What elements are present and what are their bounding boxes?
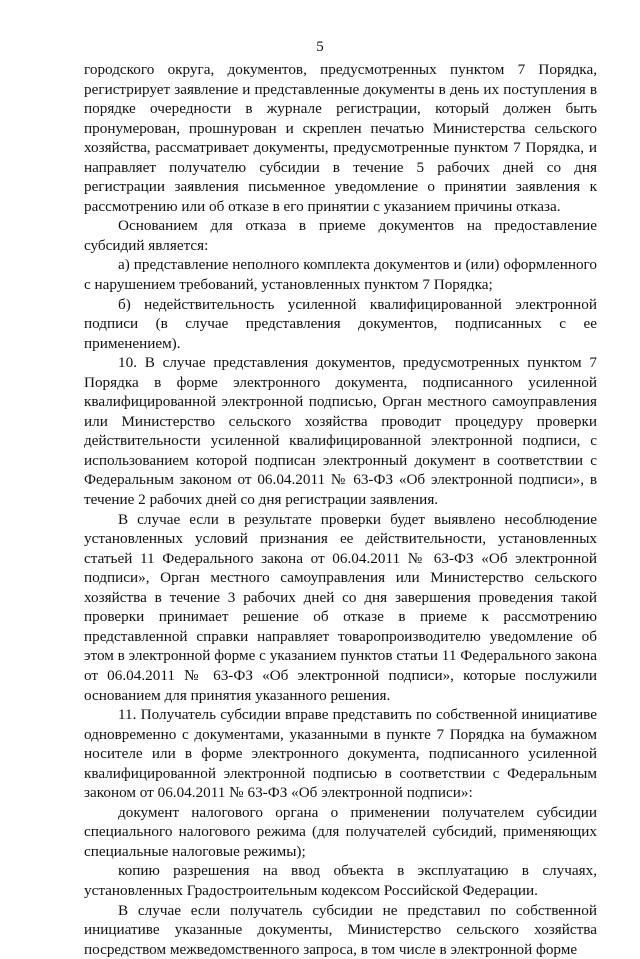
page-number: 5 bbox=[316, 39, 324, 55]
paragraph-clause-10: 10. В случае представления документов, предусмотренных пунктом 7 Порядка в форме электронного документа, подписанного усиленной квалифицированной электронной подписью, Орган местного самоуправления или Министерство сельского хозяйства проводит процедуру проверки действительности усиленной квалифицированной электронной подписи, с использованием которой подписан электронный документ в соответствии с Федеральным законом от 06.04.2011 № 63-ФЗ «Об электронной подписи», в течение 2 рабочих дней со дня регистрации заявления. bbox=[84, 354, 597, 509]
paragraph-permit-copy: копию разрешения на ввод объекта в эксплуатацию в случаях, установленных Градостроительным кодексом Российской Федерации. bbox=[84, 862, 597, 899]
paragraph-continuation: городского округа, документов, предусмотренных пунктом 7 Порядка, регистрирует заявление и представленные документы в день их поступления в порядке очередности в журнале регистрации, который должен быть пронумерован, прошнурован и скреплен печатью Министерства сельского хозяйства, рассматривает документы, предусмотренные пунктом 7 Порядка, и направляет получателю субсидии в течение 5 рабочих дней со дня регистрации заявления письменное уведомление о принятии заявления к рассмотрению или об отказе в его принятии с указанием причины отказа. bbox=[84, 61, 597, 215]
paragraph-verification-result: В случае если в результате проверки будет выявлено несоблюдение установленных условий признания ее действительности, установленных статьей 11 Федерального закона от 06.04.2011 № 63-ФЗ «Об электронной подписи», Орган местного самоуправления или Министерство сельского хозяйства в течение 3 рабочих дней со дня завершения проведения такой проверки принимает решение об отказе в приеме к рассмотрению представленной справки направляет товаропроизводителю уведомление об этом в электронной форме с указанием пунктов статьи 11 Федерального закона от 06.04.2011 № 63-ФЗ «Об электронной подписи», которые послужили основанием для принятия указанного решения. bbox=[84, 510, 597, 704]
paragraph-tax-document: документ налогового органа о применении получателем субсидии специального налогового режима (для получателей субсидий, применяющих специальные налоговые режимы); bbox=[84, 803, 597, 860]
paragraph-refusal-grounds: Основанием для отказа в приеме документов на предоставление субсидий является: bbox=[84, 217, 597, 254]
paragraph-item-a: а) представление неполного комплекта документов и (или) оформленного с нарушением требований, установленных пунктом 7 Порядка; bbox=[84, 256, 597, 294]
paragraph-clause-11: 11. Получатель субсидии вправе представить по собственной инициативе одновременно с документами, указанными в пункте 7 Порядка на бумажном носителе или в форме электронного документа, подписанного усиленной квалифицированной электронной подписью в соответствии с Федеральным законом от 06.04.2011 № 63-ФЗ «Об электронной подписи»: bbox=[84, 706, 597, 802]
paragraph-interagency-request: В случае если получатель субсидии не представил по собственной инициативе указанные документы, Министерство сельского хозяйства посредством межведомственного запроса, в том числе в электронной форме bbox=[84, 901, 597, 958]
document-body bbox=[84, 60, 597, 959]
paragraph-item-b: б) недействительность усиленной квалифицированной электронной подписи (в случае представления документов, подписанных с ее применением). bbox=[84, 295, 597, 352]
